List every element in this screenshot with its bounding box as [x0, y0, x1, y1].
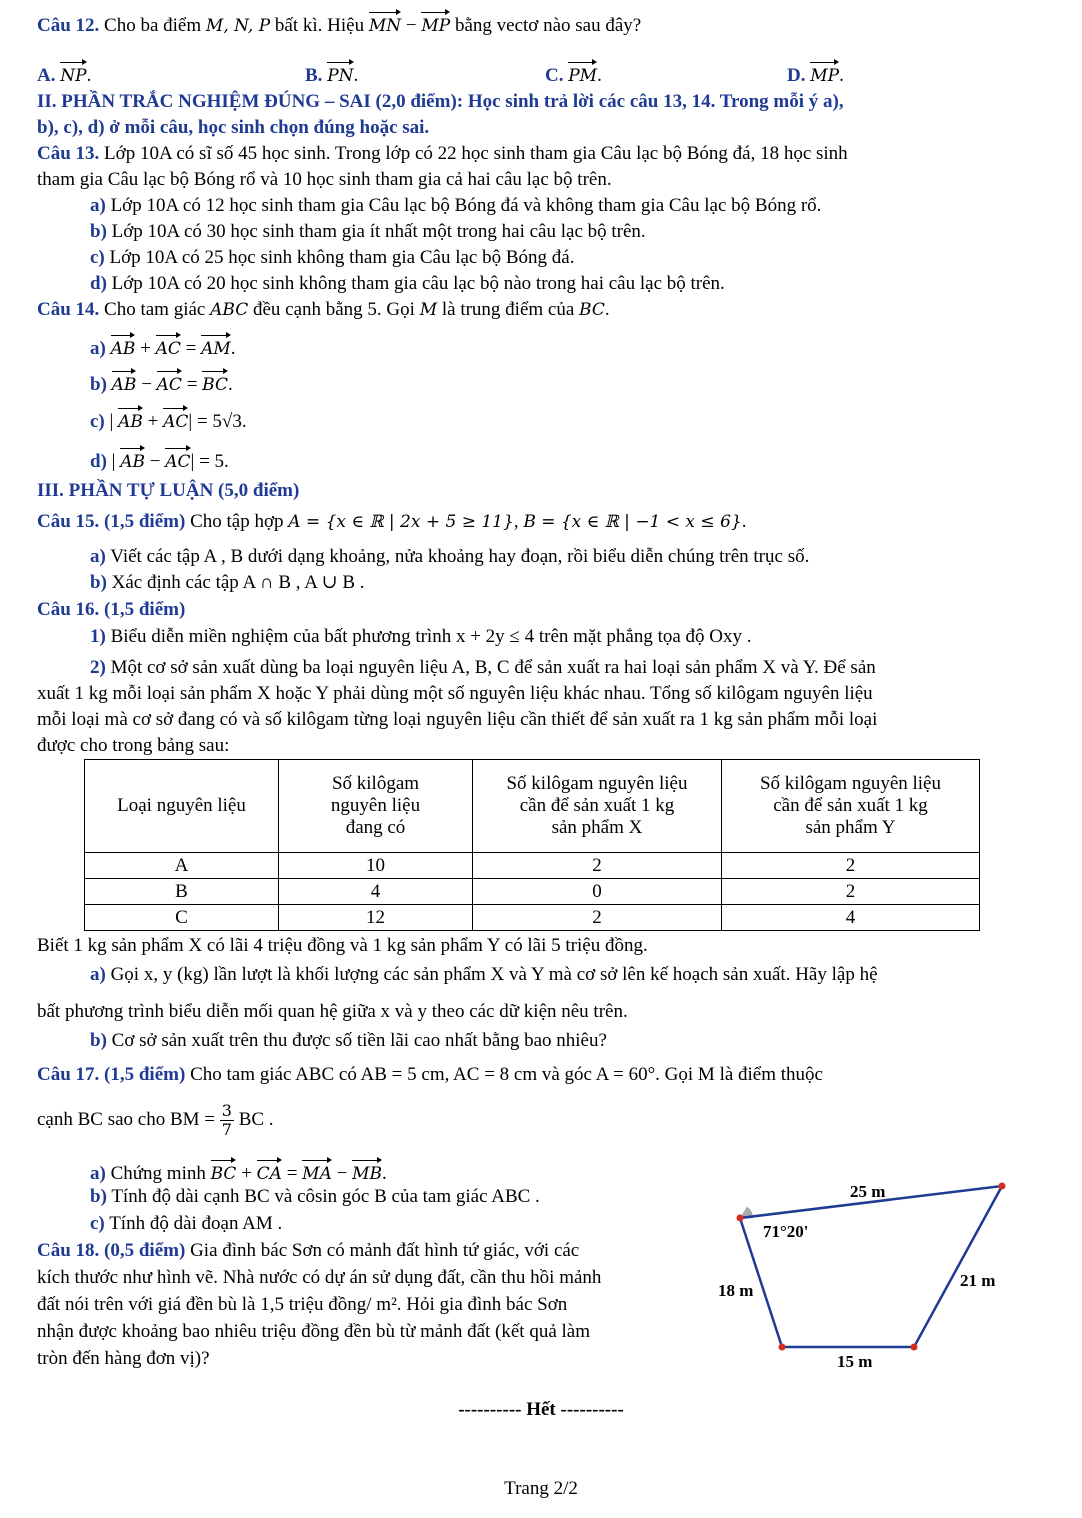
q16-part-a-line1 — [90, 964, 878, 986]
q15-comma: , — [513, 511, 519, 532]
q14-text-b: đều cạnh bằng 5. Gọi — [252, 299, 415, 320]
table-cell: 2 — [473, 853, 722, 879]
q14-c-rhs: = 5√3 — [196, 411, 242, 432]
q13-item-c-text: Lớp 10A có 25 học sinh không tham gia Câu lạc bộ Bóng đá. — [109, 247, 575, 268]
q14-d-end: . — [224, 451, 229, 472]
q14-a-end: . — [230, 338, 236, 359]
q14-c-vec2: AC — [163, 406, 188, 433]
q12-vec-mp: MP — [421, 10, 450, 37]
q18-line2: kích thước như hình vẽ. Nhà nước có dự án sử dụng đất, cần thu hồi mảnh — [37, 1267, 602, 1288]
label-angle: 71°20' — [763, 1222, 809, 1241]
q13-item-b — [90, 221, 646, 243]
q12-text-c: bằng vectơ nào sau đây? — [454, 15, 642, 36]
table-row — [85, 853, 980, 879]
q13-item-c — [90, 247, 574, 269]
table-cell: 0 — [473, 879, 722, 905]
q13-item-a-text: Lớp 10A có 12 học sinh tham gia Câu lạc bộ Bóng đá và không tham gia Câu lạc bộ Bóng rổ. — [110, 195, 822, 216]
q14-d-op: − — [149, 451, 161, 472]
q12-vec-mn: MN — [369, 10, 401, 37]
q17-part-a — [90, 1158, 387, 1185]
table-cell: 2 — [473, 905, 722, 931]
table-row — [85, 879, 980, 905]
q14-item-a-label: a) — [90, 338, 106, 359]
q17-fraction-den: 7 — [221, 1120, 232, 1140]
q15-part-b-text: Xác định các tập A ∩ B , A ∪ B . — [111, 572, 365, 593]
q14-item-a — [90, 333, 236, 360]
q16-part-a-label: a) — [90, 964, 106, 985]
label-bottom-side: 15 m — [837, 1352, 873, 1371]
q14-d-vec1: AB — [120, 446, 145, 473]
q17-fraction-num: 3 — [221, 1101, 232, 1121]
vertex-point — [999, 1183, 1006, 1190]
q13-item-d-label: d) — [90, 273, 107, 294]
header-y-line2: cần để sản xuất 1 kg — [773, 795, 928, 816]
table-cell: 12 — [279, 905, 473, 931]
q13-item-a — [90, 195, 821, 217]
q14-a-op: + — [140, 338, 151, 359]
q13-stem-line1 — [37, 143, 848, 165]
q15-part-a-text: Viết các tập A , B dưới dạng khoảng, nửa khoảng hay đoạn, rồi biểu diễn chúng trên trục số. — [110, 546, 810, 567]
label-left-side: 18 m — [718, 1281, 754, 1300]
q16-part1-text: Biểu diễn miền nghiệm của bất phương trình x + 2y ≤ 4 trên mặt phẳng tọa độ Oxy . — [110, 626, 752, 647]
header-cell-product-x — [473, 760, 722, 853]
q14-b-vec3: BC — [202, 369, 228, 396]
q12-option-c-vec: PM — [568, 60, 597, 87]
q17-text-2a: cạnh BC sao cho BM = — [37, 1109, 216, 1130]
table-cell: A — [85, 853, 279, 879]
q15-end: . — [741, 511, 747, 532]
header-cell-available — [279, 760, 473, 853]
table-row — [85, 905, 980, 931]
q17-text-2b: BC . — [238, 1109, 274, 1130]
q13-stem-line2: tham gia Câu lạc bộ Bóng rổ và 10 học sinh tham gia cả hai câu lạc bộ trên. — [37, 169, 612, 190]
header-x-line1: Số kilôgam nguyên liệu — [506, 773, 688, 794]
q14-c-bar1: | — [109, 411, 114, 432]
q14-b-eq: = — [186, 374, 198, 395]
q13-item-b-text: Lớp 10A có 30 học sinh tham gia ít nhất một trong hai câu lạc bộ trên. — [111, 221, 646, 242]
q14-label: Câu 14. — [37, 299, 100, 320]
q14-d-rhs: = 5 — [199, 451, 225, 472]
land-plot-figure — [700, 1170, 1040, 1380]
q17-a-vec2: CA — [257, 1158, 282, 1185]
q14-b-vec2: AC — [157, 369, 182, 396]
header-x-line2: cần để sản xuất 1 kg — [519, 795, 675, 816]
q18-text-1: Gia đình bác Sơn có mảnh đất hình tứ giác, với các — [190, 1240, 580, 1261]
q14-b-end: . — [228, 374, 233, 395]
header-available-line2: nguyên liệu — [330, 795, 421, 816]
q14-d-vec2: AC — [165, 446, 190, 473]
q14-c-end: . — [241, 411, 247, 432]
q13-item-a-label: a) — [90, 195, 106, 216]
q17-part-a-text: Chứng minh — [110, 1163, 206, 1184]
q16-profit-line: Biết 1 kg sản phẩm X có lãi 4 triệu đồng và 1 kg sản phẩm Y có lãi 5 triệu đồng. — [37, 935, 648, 956]
q13-item-d — [90, 273, 725, 295]
q16-part2-label: 2) — [90, 657, 106, 678]
q15-part-b — [90, 572, 365, 594]
vertex-point — [779, 1344, 786, 1351]
table-cell: 4 — [722, 905, 980, 931]
q16-part1 — [90, 626, 752, 648]
q17-part-a-label: a) — [90, 1163, 106, 1184]
q13-text-1: Lớp 10A có sĩ số 45 học sinh. Trong lớp có 22 học sinh tham gia Câu lạc bộ Bóng đá, 18 học sinh — [104, 143, 848, 164]
q14-text-a: Cho tam giác — [104, 299, 206, 320]
q12-option-b-label: B. — [305, 65, 323, 86]
q17-a-eq: = — [286, 1163, 298, 1184]
table-cell: C — [85, 905, 279, 931]
q12-option-c-label: C. — [545, 65, 564, 86]
q17-a-op1: + — [241, 1163, 252, 1184]
q13-item-d-text: Lớp 10A có 20 học sinh không tham gia câu lạc bộ nào trong hai câu lạc bộ trên. — [111, 273, 725, 294]
q12-option-d[interactable]: D. MP. — [787, 60, 844, 87]
q15-set-a: A = {x ∈ ℝ | 2x + 5 ≥ 11} — [288, 512, 514, 532]
q15-text-a: Cho tập hợp — [190, 511, 284, 532]
q14-stem — [37, 299, 610, 321]
end-mark: ---------- Hết ---------- — [458, 1399, 624, 1420]
table-header-row — [85, 760, 980, 853]
q18-line4: nhận được khoảng bao nhiêu triệu đồng đền bù từ mảnh đất (kết quả làm — [37, 1321, 591, 1342]
q17-part-b-label: b) — [90, 1186, 107, 1207]
q16-part-b-label: b) — [90, 1030, 107, 1051]
header-available-line3: đang có — [345, 817, 406, 838]
quadrilateral-outline — [740, 1186, 1002, 1347]
q17-part-c — [90, 1213, 282, 1235]
q15-label: Câu 15. (1,5 điểm) — [37, 511, 186, 532]
q12-label: Câu 12. — [37, 15, 100, 36]
q14-c-vec1: AB — [118, 406, 143, 433]
q12-option-a[interactable]: A. NP. — [37, 60, 91, 87]
q12-option-b[interactable]: B. PN. — [305, 60, 358, 87]
q17-part-b-text: Tính độ dài cạnh BC và côsin góc B của tam giác ABC . — [111, 1186, 540, 1207]
q13-label: Câu 13. — [37, 143, 100, 164]
q12-option-d-vec: MP — [810, 60, 839, 87]
q14-b-vec1: AB — [112, 369, 137, 396]
q18-line1 — [37, 1240, 579, 1262]
q12-option-a-vec: NP — [60, 60, 86, 87]
table-cell: B — [85, 879, 279, 905]
q14-point: M — [419, 300, 438, 320]
q14-dot: . — [604, 299, 610, 320]
q14-c-bar2: | — [188, 411, 193, 432]
section3-heading: III. PHẦN TỰ LUẬN (5,0 điểm) — [37, 480, 300, 501]
q15-part-a — [90, 546, 809, 568]
q14-a-vec3: AM — [201, 333, 231, 360]
header-x-line3: sản phẩm X — [551, 817, 643, 838]
q12-option-b-vec: PN — [327, 60, 353, 87]
q16-part-b — [90, 1030, 607, 1052]
q17-part-b — [90, 1186, 540, 1208]
table-cell: 10 — [279, 853, 473, 879]
q17-part-c-label: c) — [90, 1213, 105, 1234]
q14-a-vec2: AC — [156, 333, 181, 360]
q12-minus: − — [405, 15, 417, 36]
label-top-side: 25 m — [850, 1182, 886, 1201]
q14-item-b-label: b) — [90, 374, 107, 395]
q14-b-op: − — [141, 374, 152, 395]
table-cell: 2 — [722, 879, 980, 905]
q17-fraction — [220, 1102, 234, 1139]
q16-part-b-text: Cơ sở sản xuất trên thu được số tiền lãi cao nhất bằng bao nhiêu? — [111, 1030, 607, 1051]
label-right-side: 21 m — [960, 1271, 996, 1290]
q12-text-a: Cho ba điểm — [104, 15, 202, 36]
q14-item-d-label: d) — [90, 451, 107, 472]
q16-part-a-text-1: Gọi x, y (kg) lần lượt là khối lượng các sản phẩm X và Y mà cơ sở lên kế hoạch sản xuất. Hãy lập hệ — [110, 964, 878, 985]
page-number: Trang 2/2 — [504, 1478, 578, 1499]
q14-item-c — [90, 406, 247, 433]
header-cell-product-y — [722, 760, 980, 853]
q15-part-b-label: b) — [90, 572, 107, 593]
q15-stem — [37, 511, 746, 533]
q16-part-a-line2: bất phương trình biểu diễn mối quan hệ giữa x và y theo các dữ kiện nêu trên. — [37, 1001, 628, 1022]
table-cell: 2 — [722, 853, 980, 879]
q14-triangle: ABC — [210, 300, 249, 320]
q14-segment: BC — [579, 300, 605, 320]
header-y-line1: Số kilôgam nguyên liệu — [759, 773, 941, 794]
q13-item-b-label: b) — [90, 221, 107, 242]
section2-heading-line2: b), c), d) ở mỗi câu, học sinh chọn đúng hoặc sai. — [37, 117, 430, 138]
q16-part2-line4: được cho trong bảng sau: — [37, 735, 230, 756]
q18-label: Câu 18. (0,5 điểm) — [37, 1240, 186, 1261]
q15-part-a-label: a) — [90, 546, 106, 567]
q17-a-end: . — [381, 1163, 387, 1184]
section2-heading-line1: II. PHẦN TRẮC NGHIỆM ĐÚNG – SAI (2,0 điểm): Học sinh trả lời các câu 13, 14. Trong mỗi ý a), — [37, 91, 844, 112]
q16-part2-line2: xuất 1 kg mỗi loại sản phẩm X hoặc Y phải dùng một số nguyên liệu khác nhau. Tổng số kilôgam nguyên liệu — [37, 683, 873, 704]
q12-option-c[interactable]: C. PM. — [545, 60, 602, 87]
header-y-line3: sản phẩm Y — [805, 817, 896, 838]
q16-part2-line1 — [90, 657, 876, 679]
q18-line3: đất nói trên với giá đền bù là 1,5 triệu đồng/ m². Hỏi gia đình bác Sơn — [37, 1294, 568, 1315]
q17-a-vec1: BC — [211, 1158, 237, 1185]
q16-label: Câu 16. (1,5 điểm) — [37, 599, 186, 620]
q16-part2-text-1: Một cơ sở sản xuất dùng ba loại nguyên liệu A, B, C để sản xuất ra hai loại sản phẩm X và Y. Để sản — [110, 657, 876, 678]
header-cell-material — [85, 760, 279, 853]
q14-d-bar1: | — [111, 451, 116, 472]
q14-c-op: + — [147, 411, 159, 432]
q17-a-vec3: MA — [302, 1158, 332, 1185]
q17-stem-line2 — [37, 1101, 274, 1139]
table-cell: 4 — [279, 879, 473, 905]
q12-stem — [37, 10, 641, 37]
q13-item-c-label: c) — [90, 247, 105, 268]
q17-stem-line1 — [37, 1064, 823, 1086]
q12-option-a-label: A. — [37, 65, 56, 86]
q17-label: Câu 17. (1,5 điểm) — [37, 1064, 186, 1085]
q14-a-vec1: AB — [111, 333, 136, 360]
q16-part1-label: 1) — [90, 626, 106, 647]
header-material-line1: Loại nguyên liệu — [117, 795, 246, 816]
q18-line5: tròn đến hàng đơn vị)? — [37, 1348, 210, 1369]
q15-set-b: B = {x ∈ ℝ | −1 < x ≤ 6} — [523, 512, 742, 532]
q14-a-eq: = — [185, 338, 197, 359]
q12-option-d-label: D. — [787, 65, 806, 86]
q17-a-vec4: MB — [352, 1158, 382, 1185]
q17-part-c-text: Tính độ dài đoạn AM . — [109, 1213, 283, 1234]
q14-text-c: là trung điểm của — [441, 299, 575, 320]
header-available-line1: Số kilôgam — [331, 773, 420, 794]
vertex-point — [911, 1344, 918, 1351]
q14-item-d — [90, 446, 229, 473]
q17-a-op2: − — [336, 1163, 348, 1184]
q14-item-b — [90, 369, 233, 396]
q17-text-1: Cho tam giác ABC có AB = 5 cm, AC = 8 cm và góc A = 60°. Gọi M là điểm thuộc — [190, 1064, 823, 1085]
q12-text-b: bất kì. Hiệu — [274, 15, 365, 36]
q16-part2-line3: mỗi loại mà cơ sở đang có và số kilôgam từng loại nguyên liệu cần thiết để sản xuất ra 1 kg sản phẩm mỗi loại — [37, 709, 878, 730]
q12-points: M, N, P — [205, 16, 271, 36]
materials-table — [84, 759, 980, 931]
q14-item-c-label: c) — [90, 411, 105, 432]
vertex-point — [737, 1215, 744, 1222]
q14-d-bar2: | — [190, 451, 195, 472]
